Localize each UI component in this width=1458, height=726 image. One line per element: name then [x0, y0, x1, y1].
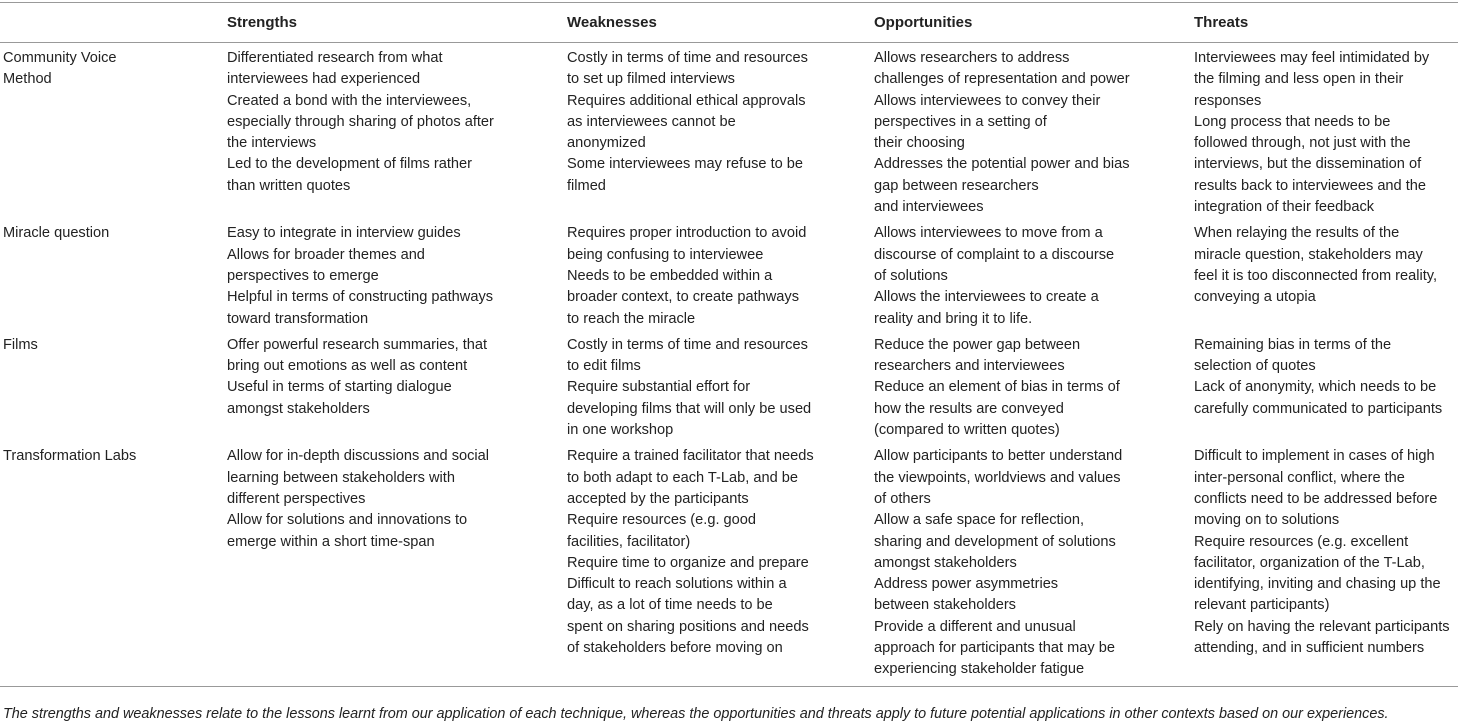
- opportunities-line: Reduce an element of bias in terms of: [874, 379, 1120, 396]
- header-cell-technique: [0, 3, 224, 43]
- row-label-cell: [0, 43, 224, 219]
- threats-line: miracle question, stakeholders may: [1194, 246, 1423, 263]
- weaknesses-line: to set up filmed interviews: [567, 71, 735, 88]
- weaknesses-line: Require time to organize and prepare: [567, 554, 809, 571]
- strengths-line: the interviews: [227, 135, 317, 152]
- opportunities-line: Allows interviewees to convey their: [874, 92, 1101, 109]
- row-label-line: Transformation Labs: [3, 448, 137, 465]
- opportunities-line: amongst stakeholders: [874, 554, 1017, 571]
- strengths-line: toward transformation: [227, 310, 369, 327]
- weaknesses-line: being confusing to interviewee: [567, 246, 764, 263]
- threats-line: followed through, not just with the: [1194, 135, 1411, 152]
- table-row: [0, 43, 1458, 219]
- threats-line: conflicts need to be addressed before: [1194, 490, 1438, 507]
- threats-line: integration of their feedback: [1194, 199, 1375, 216]
- header-row: [0, 3, 1458, 43]
- strengths-line: perspectives to emerge: [227, 267, 379, 284]
- weaknesses-line: of stakeholders before moving on: [567, 640, 783, 657]
- strengths-cell: [224, 43, 564, 219]
- opportunities-line: sharing and development of solutions: [874, 533, 1116, 550]
- table-footnote: The strengths and weaknesses relate to the lessons learnt from our application of each technique, whereas the opportunities and threats apply to future potential applications in other contexts based on our experiences.: [3, 706, 1389, 722]
- strengths-line: Allow for solutions and innovations to: [227, 512, 468, 529]
- opportunities-line: between stakeholders: [874, 597, 1016, 614]
- weaknesses-line: Requires proper introduction to avoid: [567, 225, 807, 242]
- weaknesses-cell: [564, 43, 871, 219]
- strengths-cell: [224, 218, 564, 329]
- opportunities-line: reality and bring it to life.: [874, 310, 1033, 327]
- weaknesses-line: to reach the miracle: [567, 310, 696, 327]
- opportunities-line: and interviewees: [874, 199, 984, 216]
- strengths-line: Allows for broader themes and: [227, 246, 425, 263]
- threats-line: facilitator, organization of the T-Lab,: [1194, 554, 1425, 571]
- weaknesses-line: accepted by the participants: [567, 490, 749, 507]
- weaknesses-line: in one workshop: [567, 422, 674, 439]
- strengths-line: Easy to integrate in interview guides: [227, 225, 461, 242]
- threats-line: selection of quotes: [1194, 358, 1316, 375]
- opportunities-line: their choosing: [874, 135, 965, 152]
- table-row: [0, 441, 1458, 686]
- strengths-line: emerge within a short time-span: [227, 533, 435, 550]
- strengths-line: Offer powerful research summaries, that: [227, 336, 488, 353]
- strengths-line: amongst stakeholders: [227, 400, 370, 417]
- row-label-cell: [0, 330, 224, 441]
- opportunities-line: Address power asymmetries: [874, 576, 1059, 593]
- threats-line: feel it is too disconnected from reality,: [1194, 267, 1438, 284]
- opportunities-line: researchers and interviewees: [874, 358, 1065, 375]
- threats-line: Require resources (e.g. excellent: [1194, 533, 1409, 550]
- strengths-line: different perspectives: [227, 490, 366, 507]
- threats-line: the filming and less open in their: [1194, 71, 1404, 88]
- opportunities-cell: [871, 43, 1191, 219]
- row-label-cell: [0, 218, 224, 329]
- threats-line: attending, and in sufficient numbers: [1194, 640, 1425, 657]
- threats-line: relevant participants): [1194, 597, 1330, 614]
- threats-line: inter-personal conflict, where the: [1194, 469, 1405, 486]
- strengths-cell: [224, 330, 564, 441]
- table-row: [0, 218, 1458, 329]
- header-cell-opportunities: Opportunities: [871, 3, 1191, 43]
- threats-line: Rely on having the relevant participants: [1194, 618, 1450, 635]
- threats-line: conveying a utopia: [1194, 289, 1316, 306]
- threats-line: When relaying the results of the: [1194, 225, 1400, 242]
- weaknesses-line: Require substantial effort for: [567, 379, 751, 396]
- weaknesses-line: anonymized: [567, 135, 646, 152]
- swot-table: [0, 2, 1458, 687]
- weaknesses-cell: [564, 330, 871, 441]
- weaknesses-line: facilities, facilitator): [567, 533, 691, 550]
- opportunities-line: challenges of representation and power: [874, 71, 1130, 88]
- weaknesses-line: Requires additional ethical approvals: [567, 92, 806, 109]
- row-label-line: Community Voice: [3, 50, 117, 66]
- weaknesses-line: Some interviewees may refuse to be: [567, 156, 804, 173]
- opportunities-cell: [871, 441, 1191, 686]
- opportunities-cell: [871, 330, 1191, 441]
- strengths-line: Helpful in terms of constructing pathways: [227, 289, 494, 306]
- strengths-line: than written quotes: [227, 177, 351, 194]
- threats-line: Lack of anonymity, which needs to be: [1194, 379, 1437, 396]
- header-cell-threats: Threats: [1191, 3, 1458, 43]
- swot-table-container: [0, 2, 1458, 687]
- header-cell-strengths: Strengths: [224, 3, 564, 43]
- opportunities-line: Allow a safe space for reflection,: [874, 512, 1085, 529]
- threats-line: moving on to solutions: [1194, 512, 1340, 529]
- table-row: [0, 330, 1458, 441]
- opportunities-line: Allows interviewees to move from a: [874, 225, 1103, 242]
- opportunities-line: Reduce the power gap between: [874, 336, 1081, 353]
- row-label-line: Method: [3, 71, 52, 88]
- weaknesses-line: to edit films: [567, 358, 641, 375]
- opportunities-line: Allow participants to better understand: [874, 448, 1123, 465]
- strengths-cell: [224, 441, 564, 686]
- row-label-line: Films: [3, 336, 38, 353]
- weaknesses-line: to both adapt to each T-Lab, and be: [567, 469, 798, 486]
- strengths-line: bring out emotions as well as content: [227, 358, 468, 375]
- threats-line: Long process that needs to be: [1194, 113, 1391, 130]
- threats-line: Interviewees may feel intimidated by: [1194, 50, 1430, 66]
- threats-cell: [1191, 330, 1458, 441]
- opportunities-line: (compared to written quotes): [874, 422, 1060, 439]
- threats-cell: [1191, 441, 1458, 686]
- weaknesses-line: day, as a lot of time needs to be: [567, 597, 773, 614]
- opportunities-line: of others: [874, 490, 931, 507]
- strengths-line: especially through sharing of photos after: [227, 113, 494, 130]
- opportunities-line: discourse of complaint to a discourse: [874, 246, 1115, 263]
- threats-line: carefully communicated to participants: [1194, 400, 1443, 417]
- opportunities-line: of solutions: [874, 267, 948, 284]
- row-label-line: Miracle question: [3, 225, 110, 242]
- strengths-line: interviewees had experienced: [227, 71, 421, 88]
- threats-line: results back to interviewees and the: [1194, 177, 1427, 194]
- threats-line: interviews, but the dissemination of: [1194, 156, 1422, 173]
- weaknesses-line: Difficult to reach solutions within a: [567, 576, 787, 593]
- opportunities-line: Addresses the potential power and bias: [874, 156, 1130, 173]
- weaknesses-line: developing films that will only be used: [567, 400, 812, 417]
- weaknesses-line: Require a trained facilitator that needs: [567, 448, 814, 465]
- threats-cell: [1191, 43, 1458, 219]
- opportunities-line: Allows researchers to address: [874, 50, 1070, 66]
- weaknesses-line: Costly in terms of time and resources: [567, 336, 808, 353]
- weaknesses-cell: [564, 218, 871, 329]
- weaknesses-line: Require resources (e.g. good: [567, 512, 757, 529]
- threats-cell: [1191, 218, 1458, 329]
- table-body: [0, 43, 1458, 687]
- strengths-line: Differentiated research from what: [227, 50, 443, 66]
- header-cell-weaknesses: Weaknesses: [564, 3, 871, 43]
- opportunities-line: how the results are conveyed: [874, 400, 1064, 417]
- opportunities-line: Allows the interviewees to create a: [874, 289, 1099, 306]
- threats-line: identifying, inviting and chasing up the: [1194, 576, 1441, 593]
- weaknesses-line: broader context, to create pathways: [567, 289, 800, 306]
- threats-line: Remaining bias in terms of the: [1194, 336, 1392, 353]
- opportunities-line: perspectives in a setting of: [874, 113, 1047, 130]
- weaknesses-line: spent on sharing positions and needs: [567, 618, 809, 635]
- opportunities-line: experiencing stakeholder fatigue: [874, 661, 1085, 678]
- weaknesses-line: filmed: [567, 177, 606, 194]
- opportunities-line: approach for participants that may be: [874, 640, 1115, 657]
- weaknesses-line: as interviewees cannot be: [567, 113, 736, 130]
- strengths-line: learning between stakeholders with: [227, 469, 455, 486]
- opportunities-line: Provide a different and unusual: [874, 618, 1076, 635]
- threats-line: Difficult to implement in cases of high: [1194, 448, 1435, 465]
- strengths-line: Created a bond with the interviewees,: [227, 92, 472, 109]
- strengths-line: Useful in terms of starting dialogue: [227, 379, 452, 396]
- threats-line: responses: [1194, 92, 1262, 109]
- opportunities-line: the viewpoints, worldviews and values: [874, 469, 1121, 486]
- opportunities-line: gap between researchers: [874, 177, 1039, 194]
- strengths-line: Allow for in-depth discussions and social: [227, 448, 490, 465]
- row-label-cell: [0, 441, 224, 686]
- strengths-line: Led to the development of films rather: [227, 156, 472, 173]
- weaknesses-line: Costly in terms of time and resources: [567, 50, 808, 66]
- weaknesses-line: Needs to be embedded within a: [567, 267, 773, 284]
- weaknesses-cell: [564, 441, 871, 686]
- opportunities-cell: [871, 218, 1191, 329]
